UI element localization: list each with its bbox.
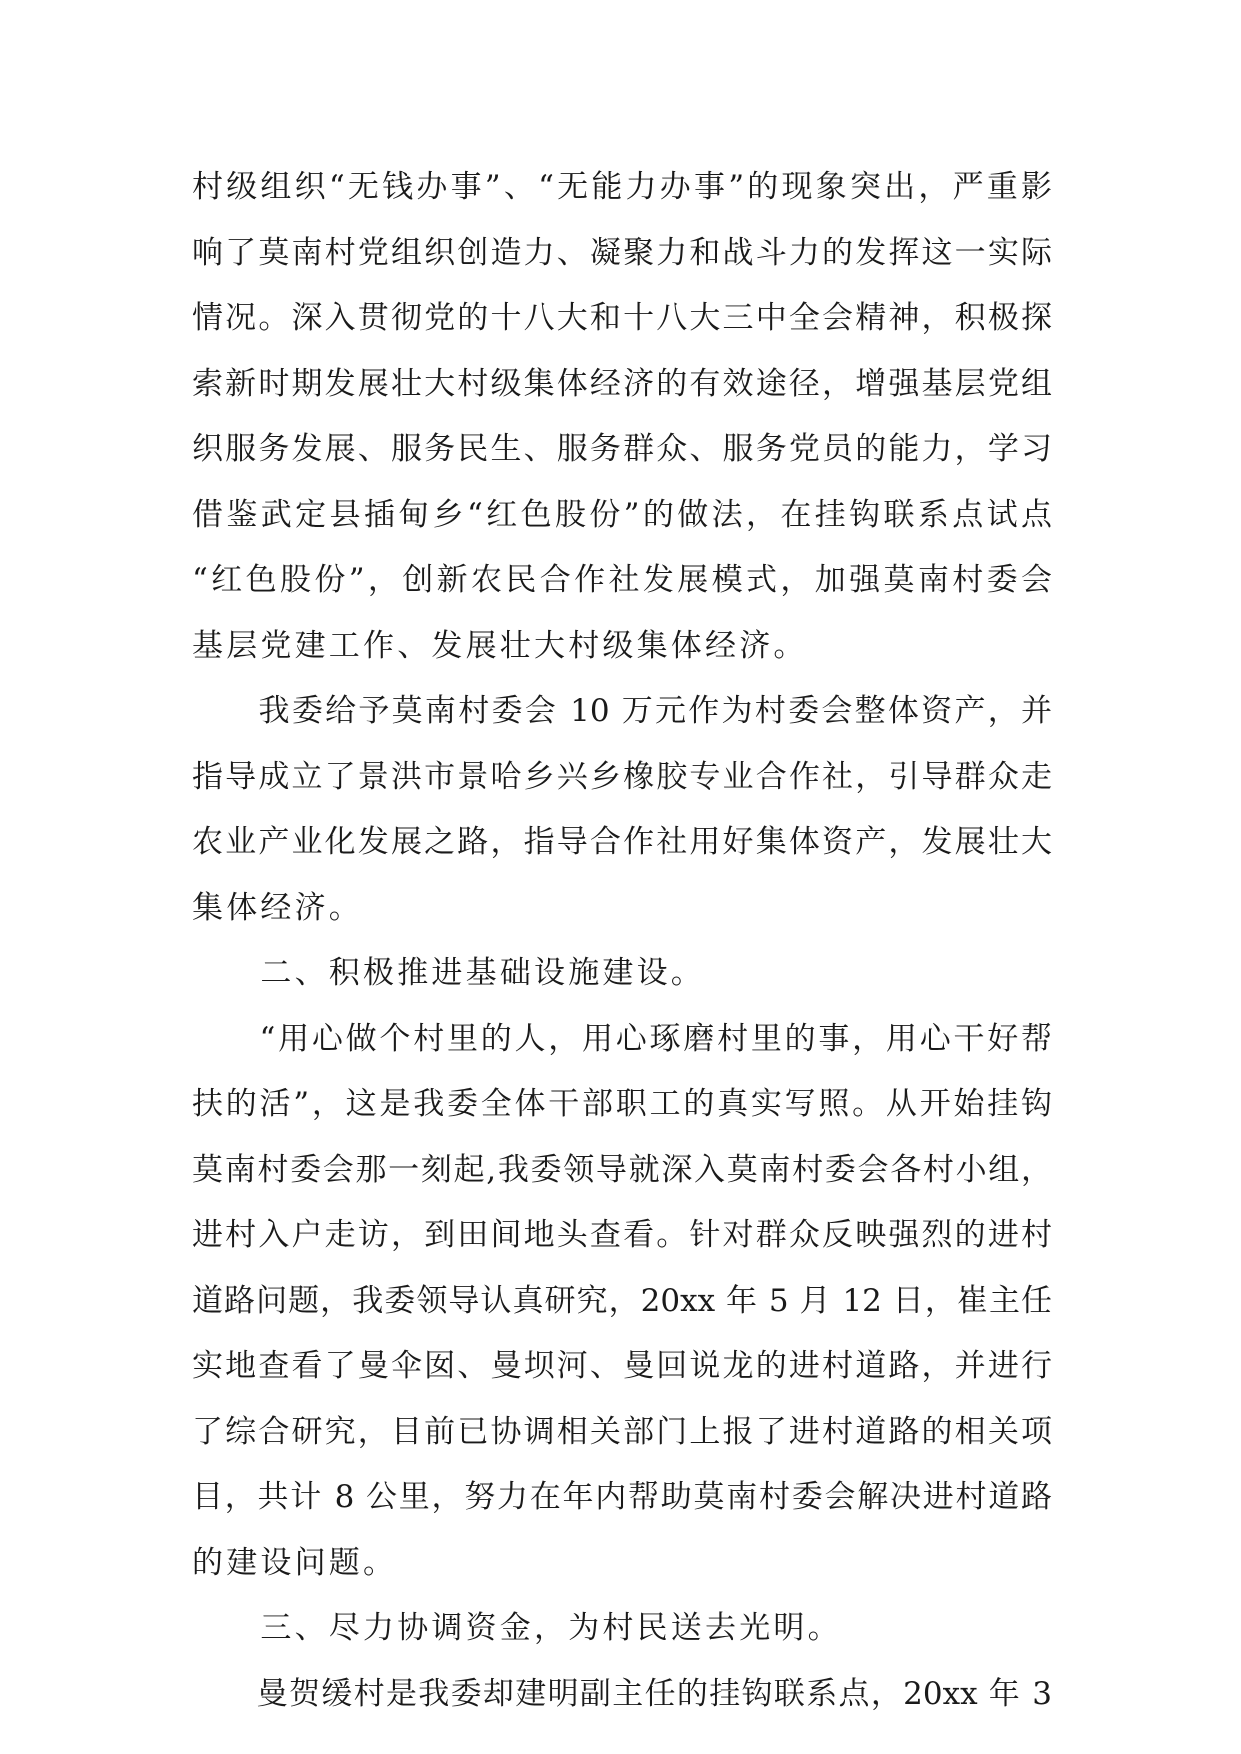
text-line: 借鉴武定县插甸乡“红色股份”的做法，在挂钩联系点试点 <box>192 496 1052 533</box>
text-line: 响了莫南村党组织创造力、凝聚力和战斗力的发挥这一实际 <box>192 234 1052 271</box>
text-line: 村级组织“无钱办事”、“无能力办事”的现象突出，严重影 <box>192 169 1052 205</box>
text-line: 情况。深入贯彻党的十八大和十八大三中全会精神，积极探 <box>192 300 1052 336</box>
text-line: “用心做个村里的人，用心琢磨村里的事，用心干好帮 <box>192 1020 1052 1057</box>
text-line: 的建设问题。 <box>192 1544 398 1581</box>
text-line: 基层党建工作、发展壮大村级集体经济。 <box>192 627 808 664</box>
text-line: 三、尽力协调资金，为村民送去光明。 <box>192 1610 842 1646</box>
text-line: 道路问题，我委领导认真研究，20xx 年 5 月 12 日，崔主任 <box>192 1282 1052 1319</box>
document-body <box>192 155 1052 1727</box>
text-line: 进村入户走访，到田间地头查看。针对群众反映强烈的进村 <box>192 1217 1052 1253</box>
text-line: “红色股份”，创新农民合作社发展模式，加强莫南村委会 <box>192 562 1052 598</box>
text-line: 实地查看了曼伞囡、曼坝河、曼回说龙的进村道路，并进行 <box>192 1348 1052 1384</box>
text-line: 扶的活”，这是我委全体干部职工的真实写照。从开始挂钩 <box>192 1086 1052 1122</box>
text-line: 二、积极推进基础设施建设。 <box>192 955 705 991</box>
text-line: 指导成立了景洪市景哈乡兴乡橡胶专业合作社，引导群众走 <box>192 758 1052 795</box>
text-line: 曼贺缓村是我委却建明副主任的挂钩联系点，20xx 年 3 <box>192 1675 1052 1712</box>
text-line: 目，共计 8 公里，努力在年内帮助莫南村委会解决进村道路 <box>192 1479 1052 1515</box>
text-line: 了综合研究，目前已协调相关部门上报了进村道路的相关项 <box>192 1413 1052 1450</box>
text-line: 索新时期发展壮大村级集体经济的有效途径，增强基层党组 <box>192 365 1052 402</box>
text-line: 农业产业化发展之路，指导合作社用好集体资产，发展壮大 <box>192 824 1052 860</box>
text-line: 莫南村委会那一刻起,我委领导就深入莫南村委会各村小组， <box>192 1151 1052 1188</box>
text-line: 集体经济。 <box>192 889 363 926</box>
text-line: 我委给予莫南村委会 10 万元作为村委会整体资产，并 <box>192 693 1052 729</box>
text-line: 织服务发展、服务民生、服务群众、服务党员的能力，学习 <box>192 431 1052 467</box>
